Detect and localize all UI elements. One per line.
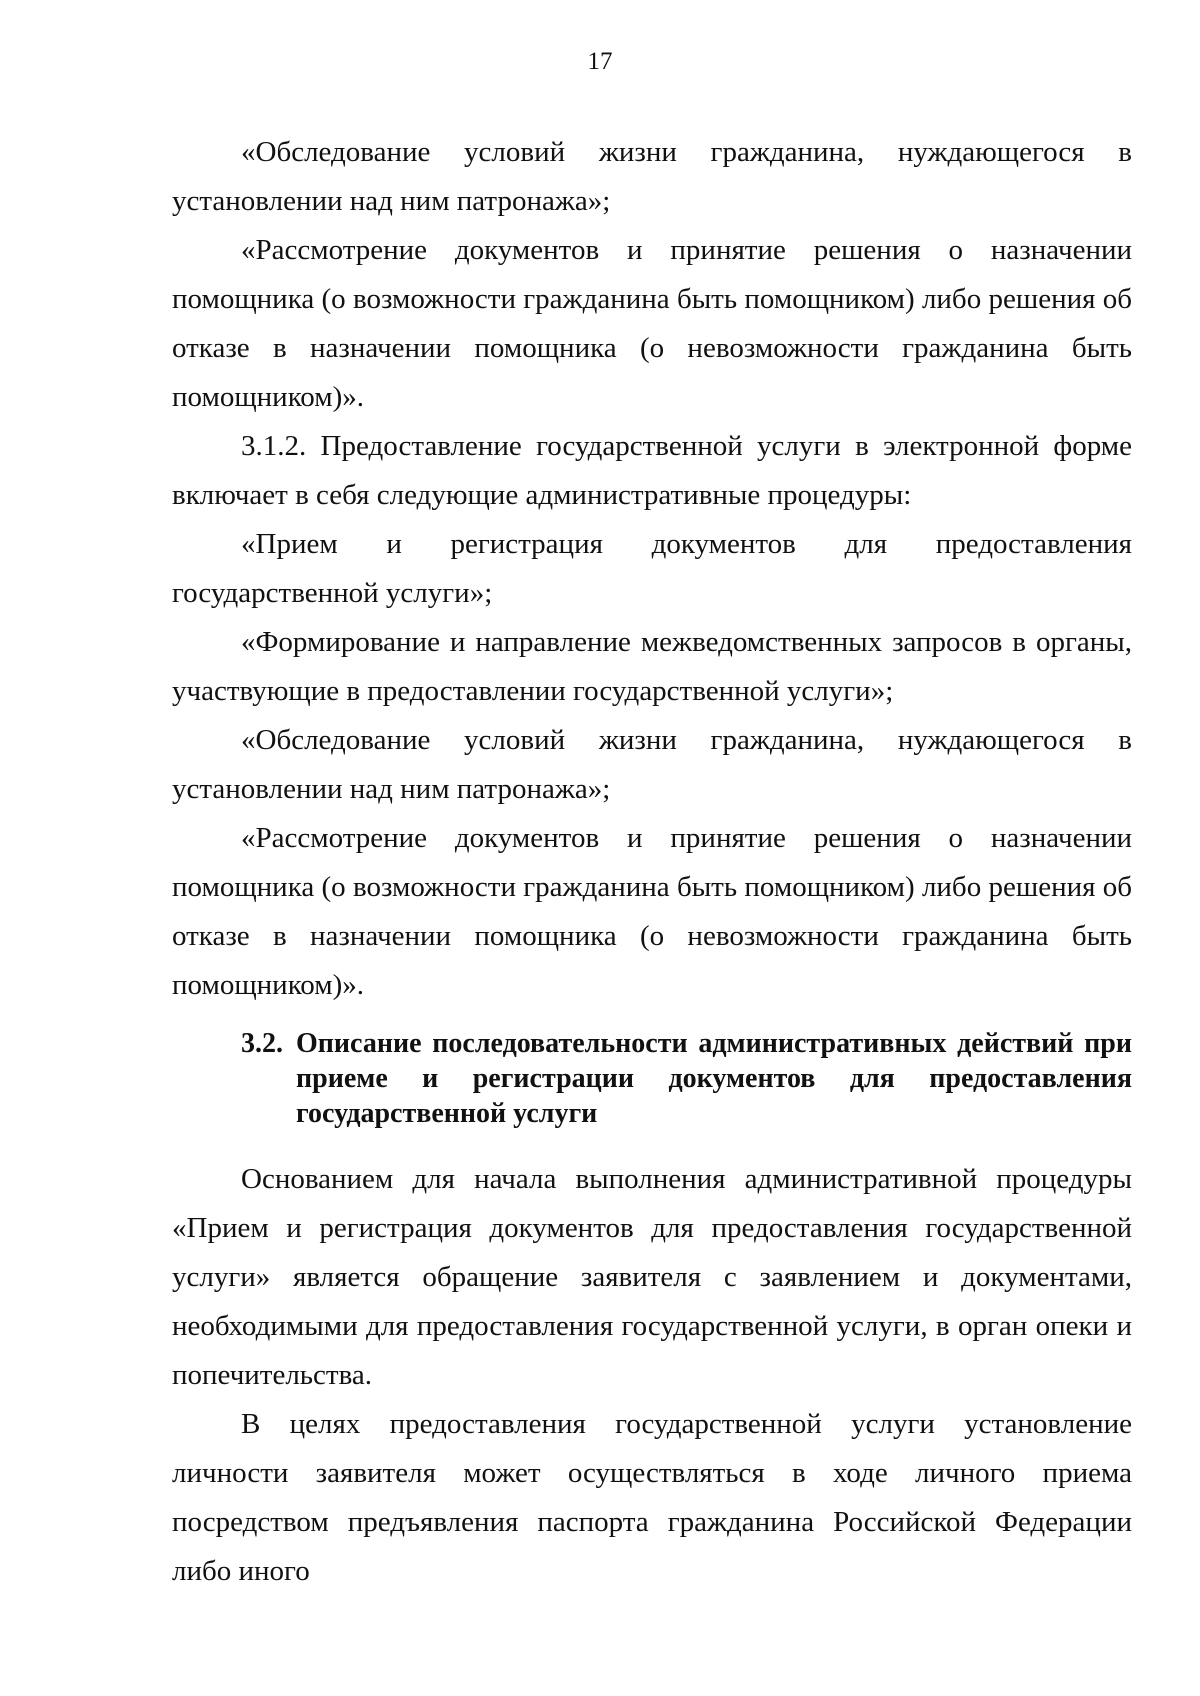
paragraph: «Прием и регистрация документов для предоставления государственной услуги»;	[172, 528, 1132, 609]
section-heading-number: 3.2.	[241, 1028, 283, 1059]
paragraph: Основанием для начала выполнения административной процедуры «Прием и регистрация документов для предоставления государственной услуги» является обращение заявителя с заявлением и документами, необходимыми для предоставления государственной услуги, в орган опеки и попечительства.	[172, 1163, 1132, 1391]
paragraph: «Обследование условий жизни гражданина, нуждающегося в установлении над ним патронажа»;	[172, 724, 1132, 805]
paragraph: «Обследование условий жизни гражданина, нуждающегося в установлении над ним патронажа»;	[172, 136, 1132, 217]
section-heading-text: Описание последовательности административных действий при приеме и регистрации документов для предоставления государственной услуги	[296, 1028, 1132, 1129]
page-number: 17	[587, 48, 613, 75]
paragraph: «Рассмотрение документов и принятие решения о назначении помощника (о возможности гражданина быть помощником) либо решения об отказе в назначении помощника (о невозможности гражданина быть помощником)».	[172, 234, 1132, 413]
paragraph: 3.1.2. Предоставление государственной услуги в электронной форме включает в себя следующие административные процедуры:	[172, 430, 1132, 511]
paragraph: В целях предоставления государственной услуги установление личности заявителя может осуществляться в ходе личного приема посредством предъявления паспорта гражданина Российской Федерации либо иного	[172, 1408, 1132, 1587]
section-spacer	[172, 1010, 1132, 1026]
document-body	[172, 128, 1132, 1596]
paragraph: «Формирование и направление межведомственных запросов в органы, участвующие в предоставлении государственной услуги»;	[172, 626, 1132, 707]
paragraph: «Рассмотрение документов и принятие решения о назначении помощника (о возможности гражданина быть помощником) либо решения об отказе в назначении помощника (о невозможности гражданина быть помощником)».	[172, 822, 1132, 1001]
heading-spacer	[172, 1131, 1132, 1155]
section-heading	[172, 1026, 1132, 1131]
